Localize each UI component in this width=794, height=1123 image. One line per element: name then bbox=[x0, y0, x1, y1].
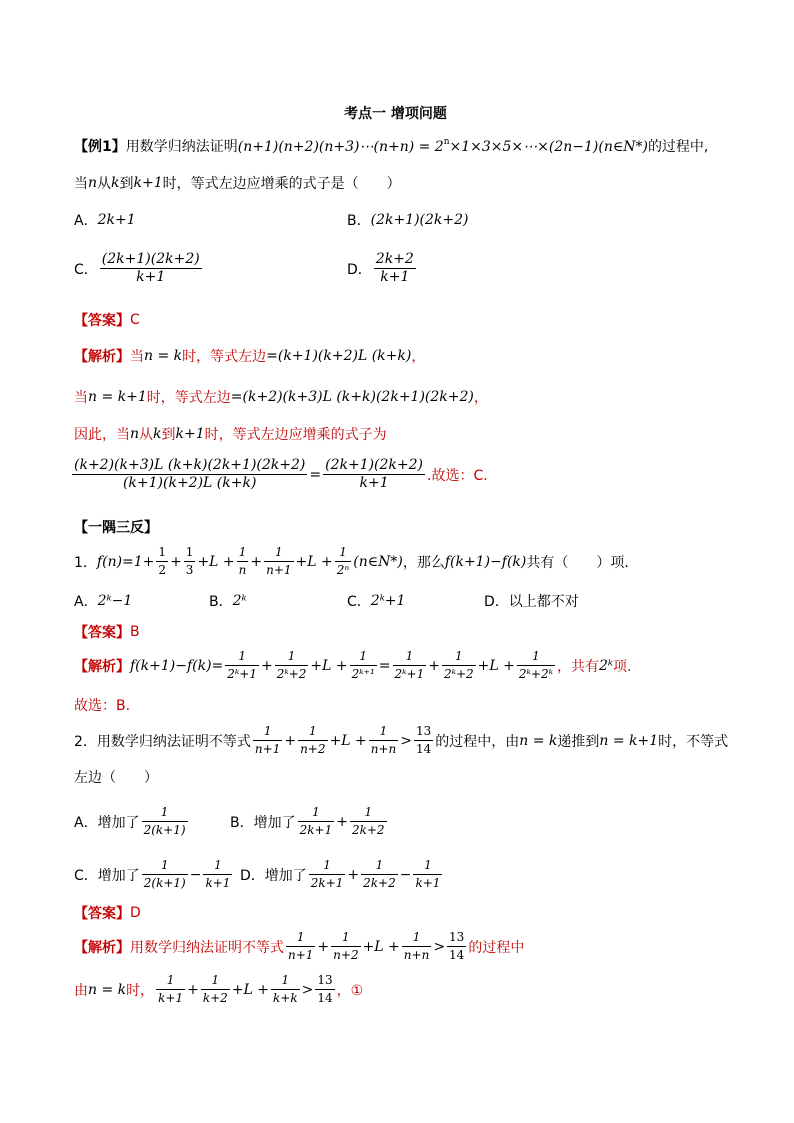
math-k1: k+1 bbox=[133, 175, 163, 191]
text: 时， bbox=[126, 982, 155, 999]
text: ， bbox=[473, 390, 488, 406]
example-tag: 【例1】 bbox=[74, 139, 126, 155]
math: + bbox=[170, 553, 182, 570]
q2-option-a bbox=[74, 804, 190, 839]
math: =(k+2)(k+3)L (k+k)(2k+1)(2k+2) bbox=[230, 389, 474, 405]
option-label: B．增加了 bbox=[230, 814, 296, 831]
text: ，共有 bbox=[556, 658, 599, 675]
math: n = k bbox=[519, 732, 558, 749]
fraction: $\frac{1}{2}$ bbox=[158, 545, 167, 577]
math: f(k+1)−f(k)= bbox=[130, 657, 224, 674]
q2-option-d: D．增加了 $\frac{1}{2k+1}$ + $\frac{1}{2k+2}$ − $\frac{1}{k+1}$ bbox=[240, 858, 441, 890]
math: +L + bbox=[477, 657, 515, 674]
text: 从 bbox=[139, 427, 154, 443]
math: + bbox=[347, 866, 360, 883]
math: + bbox=[428, 657, 440, 674]
example-jiexi-line3 bbox=[74, 424, 387, 444]
question-number: 1． bbox=[74, 554, 97, 571]
jiexi-tag: 【解析】 bbox=[74, 658, 130, 675]
text: 时，等式左边应增乘的式子为 bbox=[204, 427, 387, 443]
fraction: $\frac{1}{k+2}$ bbox=[202, 973, 228, 1005]
answer-value: C bbox=[130, 312, 140, 328]
option-label: C． bbox=[347, 594, 371, 610]
jiexi-tag: 【解析】 bbox=[74, 939, 130, 956]
text: 当 bbox=[74, 390, 88, 406]
math: +L + bbox=[295, 553, 333, 570]
text: 因此，当 bbox=[74, 427, 130, 443]
fraction: $\frac{1}{n+2}$ bbox=[333, 930, 359, 962]
math: k bbox=[153, 426, 162, 442]
q1-option-a bbox=[74, 591, 132, 611]
text: 时，等式左边 bbox=[146, 390, 231, 406]
q2-answer bbox=[74, 903, 141, 923]
math: f(n)=1+ bbox=[96, 553, 155, 570]
math: + bbox=[250, 553, 263, 570]
fraction: $\frac{(k+2)(k+3)L (k+k)(2k+1)(2k+2)}{(k+1)(k+2)L (k+k)}$ bbox=[74, 457, 306, 491]
option-value: 2k+1 bbox=[97, 212, 136, 228]
fraction: $\frac{1}{\text{2ᵏ+2ᵏ}}$ bbox=[518, 649, 553, 681]
option-label: D． bbox=[347, 261, 372, 278]
q1-stem bbox=[74, 544, 629, 579]
page-title: 考点一 增项问题 bbox=[344, 106, 447, 122]
option-value: (2k+1)(2k+2) bbox=[370, 212, 469, 228]
math: +L + bbox=[231, 981, 270, 998]
fraction: $\frac{1}{n+1}$ bbox=[288, 930, 314, 962]
fraction: $\frac{1}{k+k}$ bbox=[273, 973, 298, 1005]
example-option-d bbox=[347, 251, 418, 286]
example-jiexi-line1 bbox=[74, 346, 425, 366]
fraction: $\frac{1}{\text{2ᵏ+2}}$ bbox=[443, 649, 474, 681]
option-value: 2ᵏ+1 bbox=[370, 593, 406, 609]
math: n = k+1 bbox=[599, 732, 659, 749]
math: > bbox=[301, 981, 314, 998]
text: ， bbox=[411, 349, 426, 365]
fraction: $\frac{1}{k+1}$ bbox=[205, 858, 231, 890]
example-answer bbox=[74, 310, 140, 330]
q1-option-c bbox=[347, 591, 405, 611]
math: =(k+1)(k+2)L (k+k) bbox=[266, 348, 412, 364]
fraction: $\frac{1}{\text{2ᵏ⁺¹}}$ bbox=[351, 649, 375, 681]
math-n: n bbox=[88, 175, 98, 191]
option-label: C． bbox=[74, 261, 98, 278]
text: 到 bbox=[161, 427, 176, 443]
fraction: $\frac{1}{n}$ bbox=[238, 545, 247, 577]
example-jiexi-line4 bbox=[70, 457, 488, 492]
q2-jiexi bbox=[74, 929, 524, 964]
fraction: $\frac{1}{2k+1}$ bbox=[299, 805, 333, 837]
math: 2ᵏ bbox=[598, 657, 613, 674]
fraction: $\frac{1}{n+n}$ bbox=[370, 724, 397, 756]
text: 的过程中，由 bbox=[435, 733, 520, 750]
math: + bbox=[317, 938, 330, 955]
fraction: $\frac{1}{2(k+1)}$ bbox=[143, 805, 186, 837]
fraction: $\frac{1}{\text{2ᵏ+2}}$ bbox=[276, 649, 307, 681]
option-label: C．增加了 bbox=[74, 867, 140, 884]
math: +L + bbox=[310, 657, 348, 674]
text: 时，不等式 bbox=[658, 733, 729, 750]
q2-stem-line2: 左边（ ） bbox=[74, 770, 158, 786]
option-label: A． bbox=[74, 213, 98, 229]
text: 当 bbox=[130, 349, 144, 365]
math: f(k+1)−f(k) bbox=[444, 553, 527, 570]
math: n bbox=[130, 426, 140, 442]
fraction: $\frac{1}{2(k+1)}$ bbox=[143, 858, 186, 890]
example-jiexi-line2 bbox=[74, 387, 488, 407]
option-label: A．增加了 bbox=[74, 814, 140, 831]
fraction: $\frac{13}{14}$ bbox=[317, 973, 333, 1005]
fraction: $\frac{1}{2k+1}$ bbox=[310, 858, 344, 890]
math: + bbox=[284, 732, 297, 749]
math: n = k bbox=[144, 348, 183, 364]
fraction: $\frac{1}{\text{2ᵏ+1}}$ bbox=[394, 649, 425, 681]
text: 用数学归纳法证明不等式 bbox=[96, 733, 251, 750]
fraction: $\frac{13}{14}$ bbox=[449, 930, 465, 962]
answer-value: D bbox=[130, 905, 141, 921]
option-label: A． bbox=[74, 594, 98, 610]
equals: = bbox=[309, 466, 322, 483]
text: 共有（ ）项. bbox=[526, 554, 629, 571]
q2-stem bbox=[74, 723, 728, 758]
fraction: $\frac{1}{\text{2ᵏ+1}}$ bbox=[227, 649, 257, 681]
math: +L + bbox=[197, 553, 235, 570]
fraction: $\frac{1}{n+n}$ bbox=[403, 930, 430, 962]
fraction: $\frac{1}{n+1}$ bbox=[266, 545, 292, 577]
math: +L + bbox=[329, 732, 367, 749]
math: = bbox=[378, 657, 391, 674]
math: n = k+1 bbox=[88, 389, 147, 405]
text: 到 bbox=[119, 176, 134, 192]
section-title: 【一隅三反】 bbox=[74, 520, 158, 536]
example-stem-text: 用数学归纳法证明 bbox=[125, 139, 238, 155]
fraction: $\frac{(2k+1)(2k+2)}{k+1}$ bbox=[325, 457, 424, 491]
fraction: $\frac{1}{k+1}$ bbox=[158, 973, 184, 1005]
option-label: D．增加了 bbox=[240, 867, 307, 884]
example-stem-text-2: 的过程中, bbox=[647, 139, 709, 155]
math: n = k bbox=[88, 981, 127, 998]
fraction: $\frac{13}{14}$ bbox=[415, 724, 432, 756]
example-option-b bbox=[347, 210, 469, 230]
q2-jiexi-line2 bbox=[74, 972, 363, 1007]
example-stem-line2 bbox=[74, 173, 401, 193]
text: 的过程中 bbox=[468, 939, 525, 956]
jiexi-tag: 【解析】 bbox=[74, 349, 130, 365]
fraction: $\frac{1}{\text{2ⁿ}}$ bbox=[336, 545, 350, 577]
answer-tag: 【答案】 bbox=[74, 313, 130, 329]
text: ，那么 bbox=[402, 554, 445, 571]
q1-answer bbox=[74, 622, 140, 642]
answer-tag: 【答案】 bbox=[74, 625, 130, 641]
q2-option-b bbox=[230, 804, 389, 839]
math: > bbox=[433, 938, 446, 955]
text: .故选：C. bbox=[427, 467, 488, 484]
q2-option-c: C．增加了 $\frac{1}{2(k+1)}$ − $\frac{1}{k+1}$ bbox=[74, 858, 231, 890]
option-value: 以上都不对 bbox=[508, 594, 579, 610]
q1-conclusion: 故选：B. bbox=[74, 698, 131, 714]
text: 当 bbox=[74, 176, 88, 192]
option-value: 2ᵏ−1 bbox=[97, 593, 133, 609]
text: 从 bbox=[97, 176, 112, 192]
math: + bbox=[187, 981, 199, 998]
example-formula: (n+1)(n+2)(n+3)⋯(n+n) = $2^n\times 1\times 3\times 5\times\cdots\times(2n-1)(n\in N*)$ bbox=[237, 137, 648, 155]
text: ，① bbox=[336, 982, 364, 999]
q1-jiexi bbox=[74, 648, 631, 683]
fraction: $\frac{1}{2k+2}$ bbox=[351, 805, 385, 837]
fraction: $\frac{(2k+1)(2k+2)}{k+1}$ bbox=[101, 251, 200, 285]
text: 由 bbox=[74, 982, 88, 999]
option-label: D． bbox=[484, 594, 509, 610]
math: + bbox=[260, 657, 273, 674]
fraction: $\frac{1}{3}$ bbox=[185, 545, 194, 577]
example-stem-line1 bbox=[74, 136, 708, 156]
text: 时，等式左边应增乘的式子是（ ） bbox=[162, 176, 401, 192]
text: 递推到 bbox=[557, 733, 600, 750]
fraction: $\frac{1}{k+1}$ bbox=[415, 858, 441, 890]
math: +L + bbox=[362, 938, 400, 955]
text: 时，等式左边 bbox=[182, 349, 267, 365]
option-label: B． bbox=[209, 594, 233, 610]
math-k: k bbox=[111, 175, 120, 191]
fraction: $\frac{2k+2}{k+1}$ bbox=[375, 251, 414, 285]
math: > bbox=[400, 732, 412, 749]
example-option-c bbox=[74, 251, 204, 286]
text: 用数学归纳法证明不等式 bbox=[130, 939, 284, 956]
math: + bbox=[336, 813, 348, 830]
fraction: $\frac{1}{2k+2}$ bbox=[363, 858, 396, 890]
answer-value: B bbox=[130, 624, 140, 640]
q1-option-d bbox=[484, 591, 579, 611]
example-option-a bbox=[74, 210, 136, 230]
fraction: $\frac{1}{n+1}$ bbox=[254, 724, 281, 756]
q1-option-b bbox=[209, 591, 247, 611]
fraction: $\frac{1}{n+2}$ bbox=[300, 724, 326, 756]
option-label: B． bbox=[347, 213, 371, 229]
answer-tag: 【答案】 bbox=[74, 906, 130, 922]
option-value: 2ᵏ bbox=[232, 593, 247, 609]
question-number: 2． bbox=[74, 733, 97, 750]
text: 项. bbox=[612, 658, 632, 675]
math: k+1 bbox=[175, 426, 205, 442]
math: (n∈N*) bbox=[353, 553, 403, 570]
